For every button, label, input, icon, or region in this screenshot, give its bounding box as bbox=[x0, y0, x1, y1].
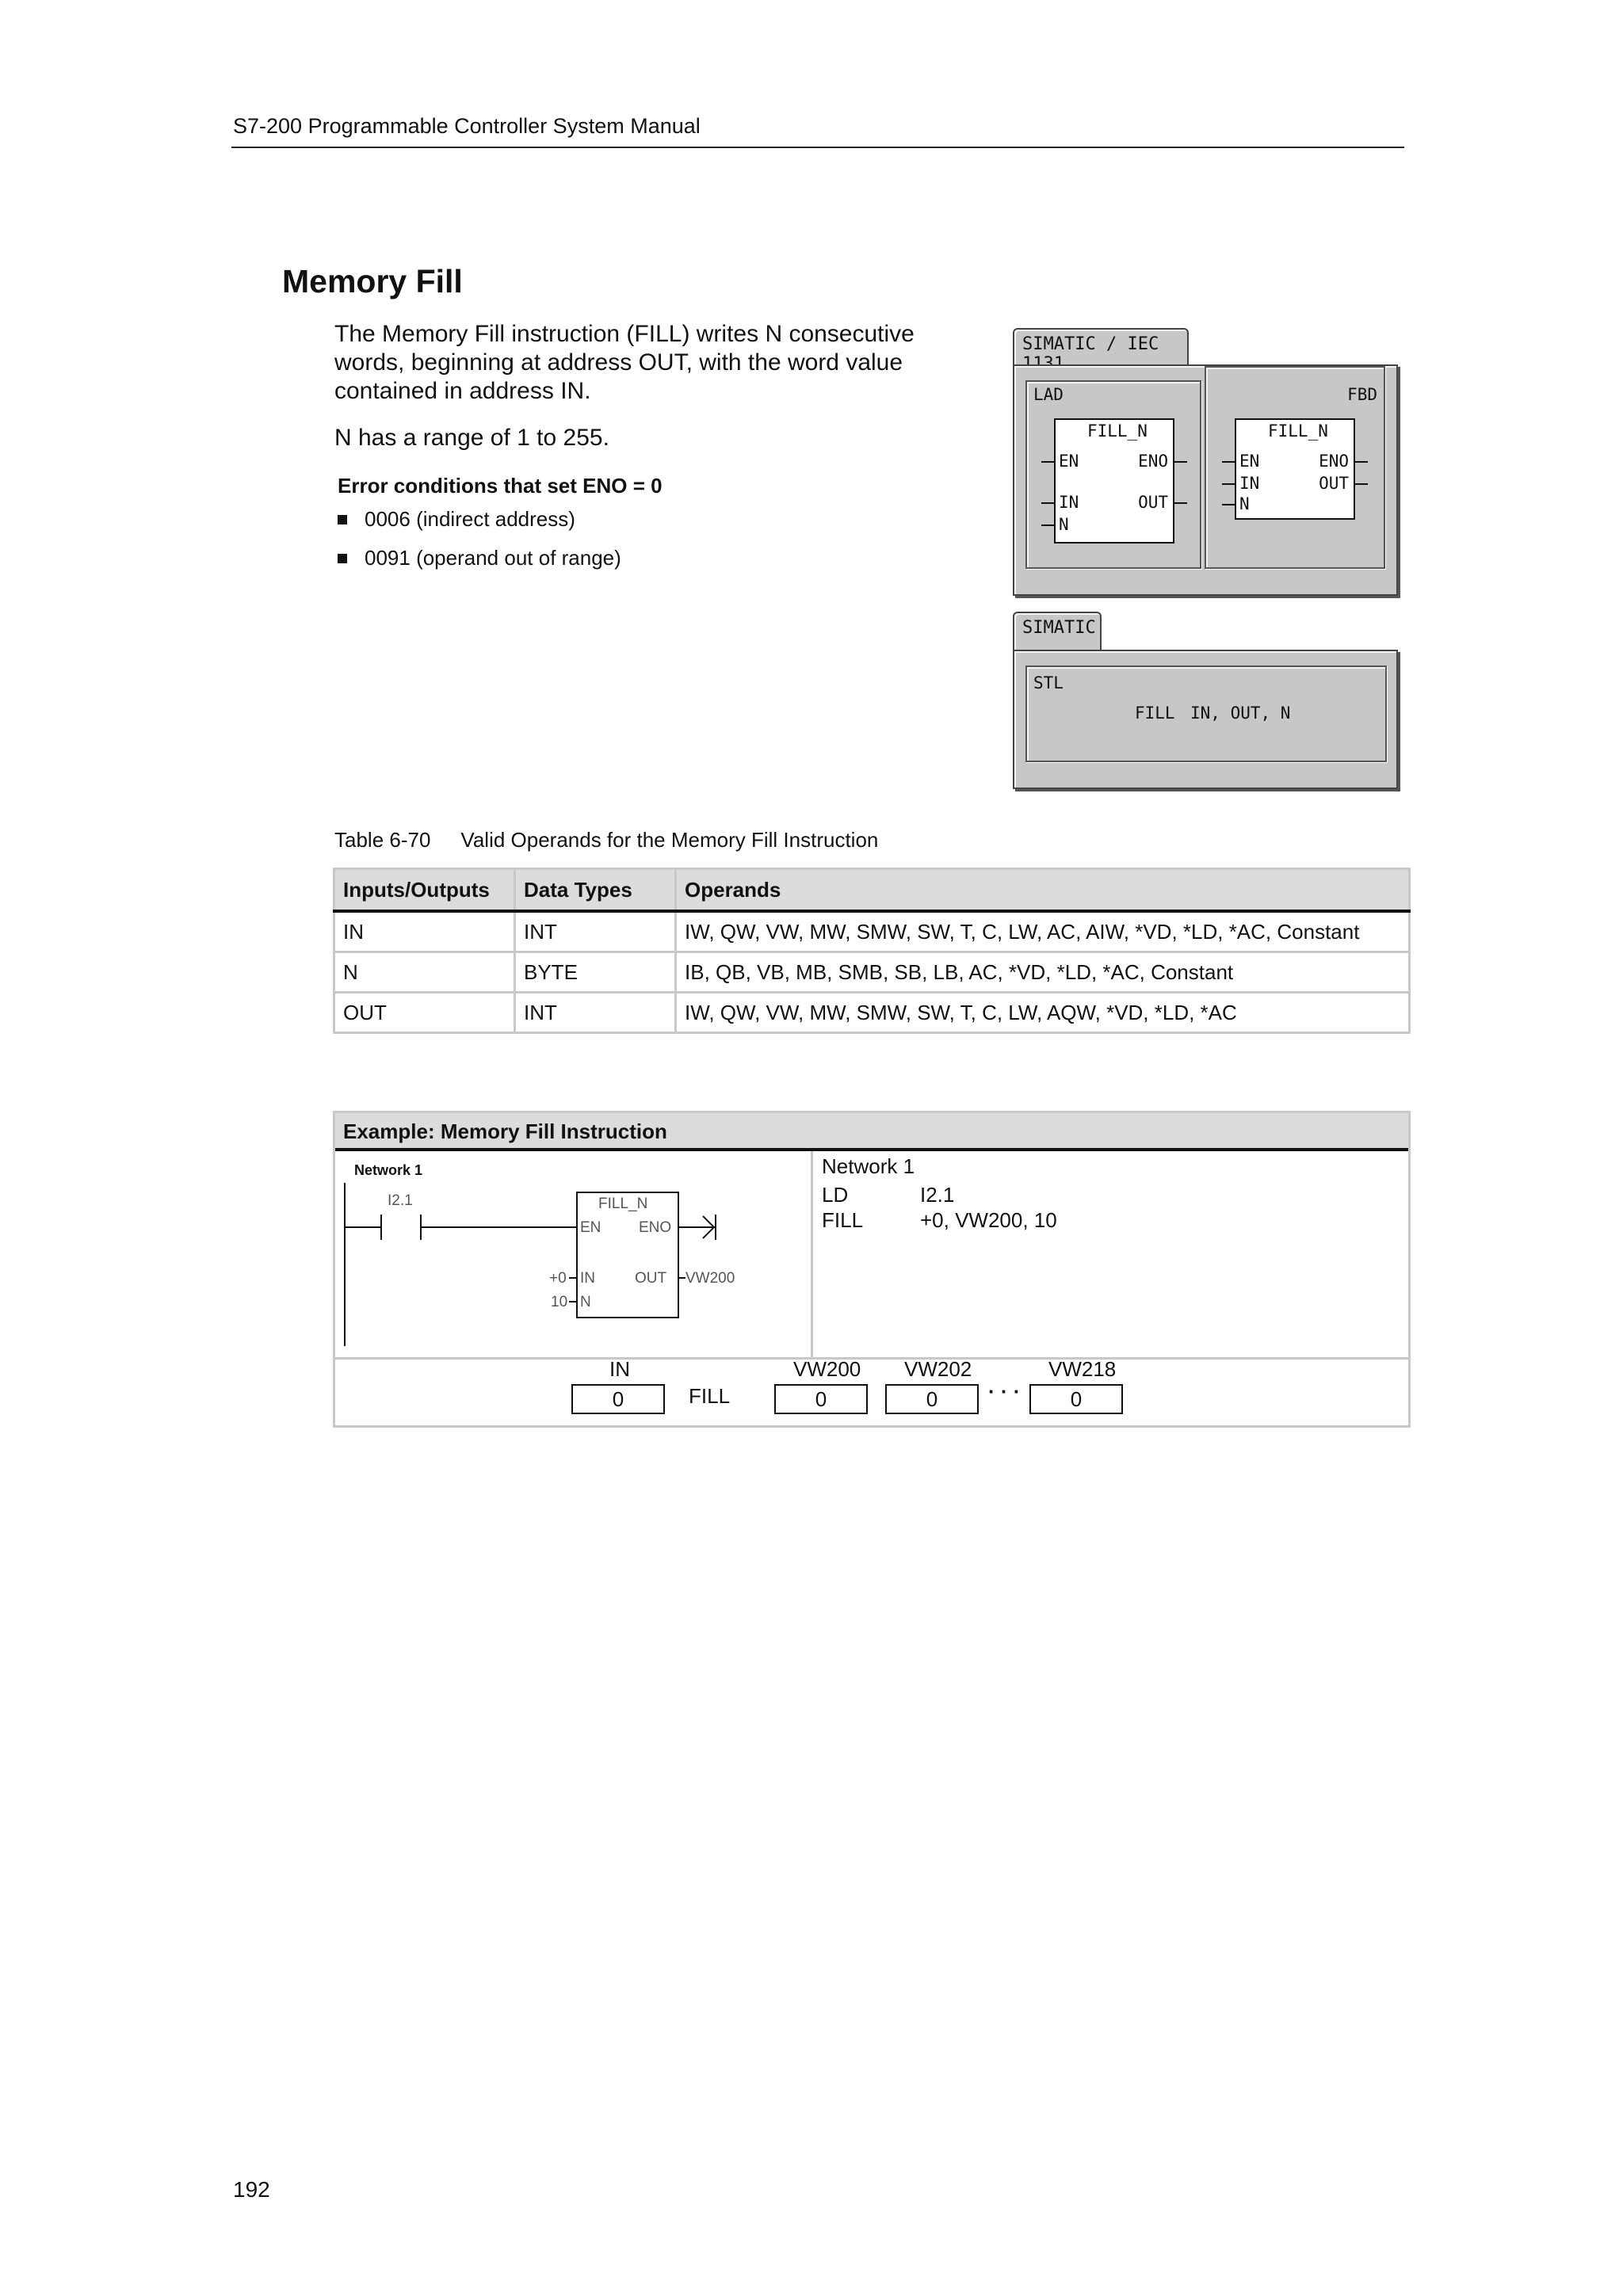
pin-in: IN bbox=[580, 1270, 595, 1287]
table-number: Table 6-70 bbox=[334, 828, 431, 852]
cell-label: VW200 bbox=[793, 1357, 861, 1381]
block-name: FILL_N bbox=[598, 1196, 648, 1212]
memory-cell: 0 bbox=[1029, 1384, 1123, 1414]
wire bbox=[1041, 524, 1054, 526]
example-title: Example: Memory Fill Instruction bbox=[335, 1113, 1408, 1151]
pin-out: OUT bbox=[635, 1270, 667, 1287]
table-row bbox=[334, 911, 1410, 952]
pin-eno: ENO bbox=[1138, 452, 1168, 471]
table-cell: INT bbox=[515, 911, 676, 952]
wire bbox=[1174, 461, 1187, 463]
ladder-diagram bbox=[335, 1151, 811, 1357]
pin-out: OUT bbox=[1138, 493, 1168, 512]
tab-simatic-iec[interactable] bbox=[1013, 328, 1189, 366]
pin-n: N bbox=[1059, 515, 1069, 534]
manual-header-title: S7-200 Programmable Controller System Manual bbox=[233, 114, 701, 138]
range-paragraph: N has a range of 1 to 255. bbox=[334, 425, 609, 451]
table-cell: N bbox=[334, 952, 515, 993]
pin-en: EN bbox=[1239, 452, 1260, 471]
pin-n: N bbox=[580, 1294, 591, 1310]
in-value: +0 bbox=[549, 1270, 567, 1287]
diagram-in-label: IN bbox=[609, 1357, 630, 1381]
column-header: Operands bbox=[676, 869, 1410, 912]
in-cell: 0 bbox=[571, 1384, 665, 1414]
pin-out: OUT bbox=[1319, 474, 1349, 493]
memory-cell: 0 bbox=[774, 1384, 868, 1414]
tab-label: SIMATIC / IEC bbox=[1022, 334, 1159, 354]
error-item-text: 0091 (operand out of range) bbox=[365, 546, 621, 570]
fill-label: FILL bbox=[689, 1384, 731, 1408]
bullet-icon bbox=[338, 515, 347, 524]
error-item bbox=[338, 546, 621, 570]
memory-cell: 0 bbox=[885, 1384, 979, 1414]
pin-in: IN bbox=[1239, 474, 1260, 493]
table-caption-text: Valid Operands for the Memory Fill Instruction bbox=[460, 828, 879, 852]
wire bbox=[1041, 502, 1054, 504]
column-divider bbox=[811, 1151, 813, 1359]
table-cell: IW, QW, VW, MW, SMW, SW, T, C, LW, AC, AIW, *VD, *LD, *AC, Constant bbox=[676, 911, 1410, 952]
pin-eno: ENO bbox=[1319, 452, 1349, 471]
ellipsis: · · · bbox=[988, 1379, 1021, 1403]
table-row bbox=[334, 993, 1410, 1033]
block-name: FILL_N bbox=[1087, 421, 1148, 441]
header-rule bbox=[231, 147, 1404, 148]
stl-instruction: FILL bbox=[1135, 704, 1175, 723]
table-caption bbox=[334, 828, 878, 852]
pin-in: IN bbox=[1059, 493, 1079, 512]
wire bbox=[1174, 502, 1187, 504]
pin-eno: ENO bbox=[639, 1219, 672, 1236]
tab-simatic[interactable] bbox=[1013, 612, 1102, 651]
wire bbox=[1355, 483, 1368, 485]
section-title: Memory Fill bbox=[282, 263, 463, 299]
wire bbox=[1222, 483, 1235, 485]
wire bbox=[1355, 461, 1368, 463]
wire bbox=[1041, 461, 1054, 463]
lad-box bbox=[1025, 380, 1201, 569]
cell-label: VW202 bbox=[904, 1357, 972, 1381]
pin-en: EN bbox=[1059, 452, 1079, 471]
pin-n: N bbox=[1239, 494, 1250, 513]
simatic-iec-panel bbox=[1013, 364, 1398, 596]
simatic-stl-panel bbox=[1013, 650, 1398, 789]
example-box bbox=[333, 1111, 1411, 1428]
page-number: 192 bbox=[233, 2177, 270, 2202]
error-conditions-title: Error conditions that set ENO = 0 bbox=[338, 474, 663, 498]
table-header-row bbox=[334, 869, 1410, 912]
ladder-network-label: Network 1 bbox=[354, 1162, 423, 1178]
description-paragraph: The Memory Fill instruction (FILL) writes N consecutive words, beginning at address OUT, with the word value contained in address IN. bbox=[334, 321, 915, 404]
pin-en: EN bbox=[580, 1219, 601, 1236]
fbd-label: FBD bbox=[1347, 385, 1377, 404]
stl-network-label: Network 1 bbox=[822, 1154, 915, 1178]
column-header: Inputs/Outputs bbox=[334, 869, 515, 912]
stl-line-op: LD bbox=[822, 1183, 849, 1207]
block-name: FILL_N bbox=[1268, 421, 1328, 441]
fbd-box bbox=[1205, 366, 1385, 569]
table-cell: BYTE bbox=[515, 952, 676, 993]
stl-label: STL bbox=[1033, 673, 1064, 692]
wire bbox=[1222, 504, 1235, 505]
table-cell: INT bbox=[515, 993, 676, 1033]
stl-line-arg: I2.1 bbox=[920, 1183, 955, 1207]
table-cell: OUT bbox=[334, 993, 515, 1033]
operands-table bbox=[333, 868, 1411, 1034]
bullet-icon bbox=[338, 554, 347, 563]
wire bbox=[1222, 461, 1235, 463]
table-cell: IN bbox=[334, 911, 515, 952]
table-cell: IB, QB, VB, MB, SMB, SB, LB, AC, *VD, *LD, *AC, Constant bbox=[676, 952, 1410, 993]
fbd-fill-block bbox=[1235, 418, 1355, 520]
cell-label: VW218 bbox=[1048, 1357, 1117, 1381]
lad-label: LAD bbox=[1033, 385, 1064, 404]
stl-line-arg: +0, VW200, 10 bbox=[920, 1208, 1057, 1232]
stl-operands: IN, OUT, N bbox=[1190, 704, 1291, 723]
stl-line-op: FILL bbox=[822, 1208, 864, 1232]
contact-label: I2.1 bbox=[388, 1192, 413, 1209]
table-row bbox=[334, 952, 1410, 993]
n-value: 10 bbox=[551, 1294, 568, 1310]
column-header: Data Types bbox=[515, 869, 676, 912]
table-cell: IW, QW, VW, MW, SMW, SW, T, C, LW, AQW, *VD, *LD, *AC bbox=[676, 993, 1410, 1033]
error-item-text: 0006 (indirect address) bbox=[365, 507, 575, 531]
stl-box bbox=[1025, 666, 1387, 762]
error-item bbox=[338, 507, 575, 532]
out-value: VW200 bbox=[685, 1270, 735, 1287]
row-divider bbox=[335, 1357, 1408, 1360]
lad-fill-block bbox=[1054, 418, 1174, 543]
tab-label: SIMATIC bbox=[1022, 618, 1096, 638]
